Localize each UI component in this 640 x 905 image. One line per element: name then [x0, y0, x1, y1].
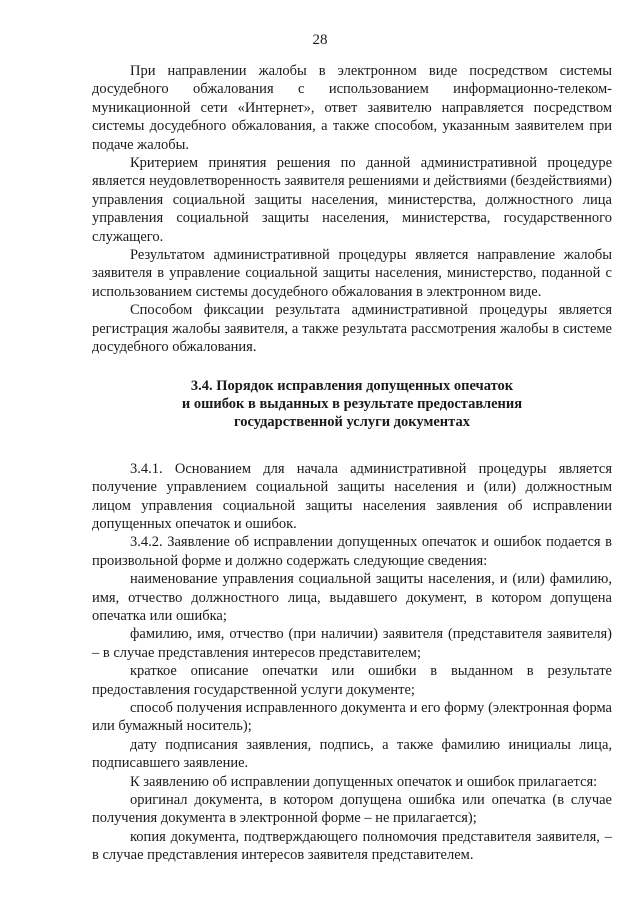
list-item: копия документа, подтверждающего полномочия представителя заявителя, – в случае представления интересов заявителя представителем.	[92, 828, 612, 864]
paragraph: Критерием принятия решения по данной административной процедуре является неудовлетворенность заявителя решениями и действиями (бездействиями) управления социальной защиты населения, министерства, должностного лица управления социальной защиты населения, министерства, государственного служащего.	[92, 155, 612, 245]
list-item: наименование управления социальной защиты населения, и (или) фамилию, имя, отчество должностного лица, выдавшего документ, в котором допущена опечатка или ошибка;	[92, 571, 612, 624]
list-item: краткое описание опечатки или ошибки в выданном в результате предоставления государственной услуги документе;	[92, 663, 612, 698]
page-number: 28	[312, 32, 328, 48]
section-heading-line: и ошибок в выданных в результате предоставления	[181, 395, 523, 412]
page-body	[92, 62, 612, 865]
paragraph: 3.4.1. Основанием для начала административной процедуры является получение управлением социальной защиты населения и (или) должностным лицом управления социальной защиты населения заявления об исправлении допущенных опечаток и ошибок.	[92, 460, 612, 532]
paragraph: 3.4.2. Заявление об исправлении допущенных опечаток и ошибок подается в произвольной форме и должно содержать следующие сведения:	[92, 534, 612, 569]
section-heading	[92, 377, 612, 432]
paragraph: К заявлению об исправлении допущенных опечаток и ошибок прилагается:	[130, 773, 598, 790]
section-heading-line: государственной услуги документах	[234, 414, 470, 431]
list-item: дату подписания заявления, подпись, а также фамилию инициалы лица, подписавшего заявление.	[92, 736, 612, 772]
list-item: фамилию, имя, отчество (при наличии) заявителя (представителя заявителя) – в случае представления интересов представителем;	[92, 626, 612, 661]
paragraph: Результатом административной процедуры является направление жалобы заявителя в управление социальной защиты населения, министерство, поданной с использованием системы досудебного обжалования в электронном виде.	[92, 247, 612, 300]
paragraph: Способом фиксации результата административной процедуры является регистрация жалобы заявителя, а также результата рассмотрения жалобы в системе досудебного обжалования.	[92, 302, 612, 356]
list-item: оригинал документа, в котором допущена ошибка или опечатка (в случае получения документа в электронной форме – не прилагается);	[92, 792, 612, 827]
section-heading-line: 3.4. Порядок исправления допущенных опечаток	[190, 377, 514, 394]
list-item: способ получения исправленного документа и его форму (электронная форма или бумажный носитель);	[92, 700, 612, 735]
paragraph: При направлении жалобы в электронном виде посредством системы досудебного обжалования с использованием информационно-телеком-муникационной сети «Интернет», ответ заявителю направляется посредством системы досудебного обжалования, а также способом, указанным заявителем при подаче жалобы.	[92, 63, 612, 153]
